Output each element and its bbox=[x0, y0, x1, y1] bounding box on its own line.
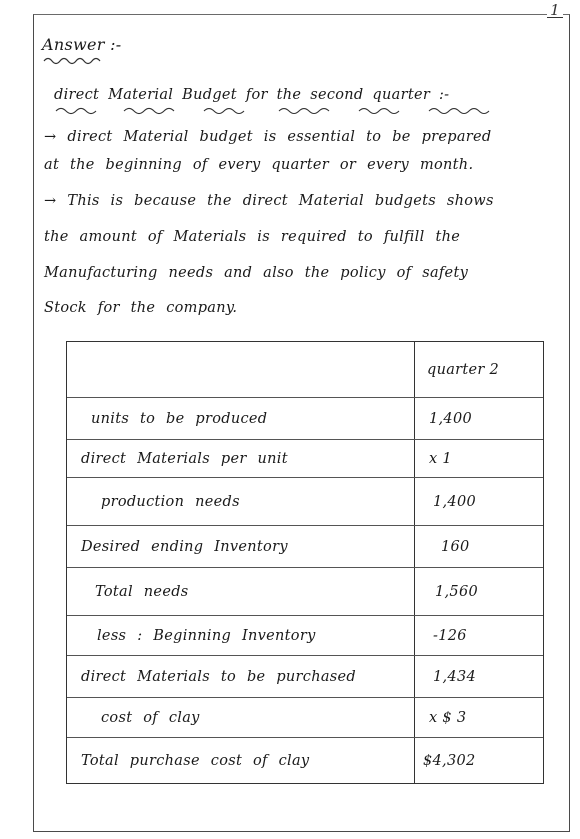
paragraph-line: → This is because the direct Material budgets shows bbox=[44, 193, 494, 209]
table-row bbox=[67, 698, 543, 738]
row-value: 1,400 bbox=[433, 493, 477, 510]
row-value: 1,434 bbox=[433, 668, 477, 685]
row-value: 160 bbox=[441, 538, 470, 555]
row-value: 1,400 bbox=[429, 410, 473, 427]
table-row bbox=[67, 526, 543, 568]
page-number: 1 bbox=[547, 3, 563, 18]
subheading-underline bbox=[54, 105, 514, 117]
table-row bbox=[67, 738, 543, 784]
answer-sheet bbox=[33, 1, 570, 832]
table-row bbox=[67, 616, 543, 656]
row-label: less : Beginning Inventory bbox=[97, 627, 316, 644]
table-header-row bbox=[67, 342, 543, 398]
section-subheading: direct Material Budget for the second quarter :- bbox=[54, 87, 450, 103]
row-label: direct Materials to be purchased bbox=[81, 668, 356, 685]
row-label: Desired ending Inventory bbox=[81, 538, 288, 555]
row-label: direct Materials per unit bbox=[81, 450, 288, 467]
paragraph-line: → direct Material budget is essential to be prepared bbox=[44, 129, 492, 145]
row-value: 1,560 bbox=[435, 583, 479, 600]
table-row bbox=[67, 398, 543, 440]
paragraph-line: the amount of Materials is required to fulfill the bbox=[44, 229, 461, 245]
budget-table bbox=[66, 341, 544, 784]
row-label: Total needs bbox=[95, 583, 189, 600]
column-header: quarter 2 bbox=[427, 361, 500, 378]
paragraph-line: Stock for the company. bbox=[44, 300, 238, 316]
row-value: x $ 3 bbox=[429, 709, 467, 726]
table-row bbox=[67, 656, 543, 698]
row-label: units to be produced bbox=[91, 410, 268, 427]
row-label: production needs bbox=[101, 493, 240, 510]
paragraph-line: Manufacturing needs and also the policy of safety bbox=[44, 265, 469, 281]
heading-underline bbox=[42, 55, 106, 65]
table-row bbox=[67, 478, 543, 526]
row-value: -126 bbox=[433, 627, 467, 644]
paragraph-line: at the beginning of every quarter or every month. bbox=[44, 157, 474, 173]
row-label: Total purchase cost of clay bbox=[81, 753, 310, 769]
row-value: $4,302 bbox=[423, 753, 476, 769]
row-value: x 1 bbox=[429, 450, 452, 467]
answer-heading: Answer :- bbox=[42, 35, 122, 54]
table-row bbox=[67, 568, 543, 616]
table-row bbox=[67, 440, 543, 478]
row-label: cost of clay bbox=[101, 709, 200, 726]
